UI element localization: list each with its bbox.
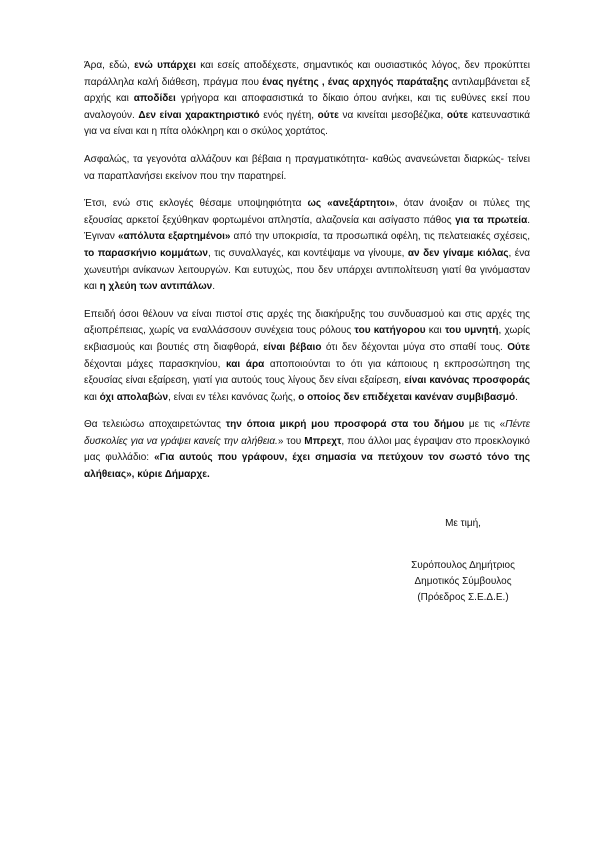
text-run: . xyxy=(515,391,518,403)
text-run: ενός ηγέτη, xyxy=(259,109,318,121)
signature-block xyxy=(388,516,538,606)
letter-body xyxy=(84,58,530,484)
bold-text-run: ο οποίος δεν επιδέχεται κανέναν συμβιβασμό xyxy=(298,391,516,403)
signature-greeting: Με τιμή, xyxy=(445,518,481,529)
signature-affiliation: (Πρόεδρος Σ.Ε.Δ.Ε.) xyxy=(417,592,509,603)
text-run: ότι δεν δέχονται μύγα στο σπαθί τους. xyxy=(321,341,508,353)
text-run: Άρα, εδώ, xyxy=(84,60,135,71)
text-run: Θα τελειώσω αποχαιρετώντας xyxy=(84,419,226,431)
bold-text-run: όχι απολαβών xyxy=(99,391,169,403)
bold-text-run: του κατήγορου xyxy=(354,325,426,337)
paragraph xyxy=(84,307,530,407)
bold-text-run: είναι βέβαιο xyxy=(263,341,322,353)
bold-text-run: Δεν είναι χαρακτηριστικό xyxy=(138,109,260,121)
text-run: από την υποκρισία, τα προσωπικά οφέλη, τις πελατειακές σχέσεις, xyxy=(230,231,530,243)
text-run: και xyxy=(425,325,445,337)
text-run: , ένα χωνευτήρι ανίκανων λειτουργών. Και ευτυχώς, που δεν υπάρχει αντιπολίτευση γιατί θα γινόμασταν και xyxy=(84,247,530,293)
text-run: και xyxy=(84,391,100,403)
paragraph xyxy=(84,417,530,483)
text-run: κατευναστικά για να είναι και η πίτα ολόκληρη και ο σκύλος χορτάτος. xyxy=(84,109,530,138)
text-run: και εσείς αποδέχεστε, σημαντικός και ουσιαστικός λόγος, δεν προκύπτει παράλληλα καλή διάθεση, πράγμα που xyxy=(84,60,530,88)
bold-text-run: ως «ανεξάρτητοι» xyxy=(307,198,395,210)
text-run: , τις συναλλαγές, και κοντέψαμε να γίνουμε, xyxy=(207,247,408,259)
bold-text-run: το παρασκήνιο κομμάτων xyxy=(84,247,208,259)
text-run: γρήγορα και αποφασιστικά το δίκαιο όπου ανήκει, και τις ευθύνες εκεί που αναλογούν. xyxy=(84,93,530,121)
text-run: » του xyxy=(277,435,305,447)
text-run: . xyxy=(212,281,216,293)
text-run: αντιλαμβάνεται εξ αρχής και xyxy=(84,76,530,105)
signature-role: Δημοτικός Σύμβουλος xyxy=(414,576,512,587)
bold-text-run: Μπρεχτ xyxy=(304,435,342,447)
bold-text-run: η χλεύη των αντιπάλων xyxy=(99,281,213,293)
text-run: δέχονται μάχες παρασκηνίου, xyxy=(84,358,227,370)
bold-text-run: «Για αυτούς που γράφουν, έχει σημασία να πετύχουν τον σωστό τόνο της αλήθειας», κύριε Δήμαρχε. xyxy=(84,452,530,481)
bold-text-run: του υμνητή xyxy=(444,325,499,337)
text-run: αποποιούνται το ότι για κάποιους η εκπροσώπηση της εξουσίας είναι εξαίρεση, γιατί για αυτούς τους λίγους δεν είναι εξαίρεση, xyxy=(84,358,530,387)
text-run: , χωρίς εκβιασμούς και βουτιές στη διαφθορά, xyxy=(84,325,531,353)
bold-text-run: ούτε xyxy=(317,109,339,121)
text-run: , όταν άνοιξαν οι πύλες της εξουσίας αρκετοί ξεχύθηκαν φορτωμένοι απληστία, αλαζονεία και ασίγαστο πάθος xyxy=(84,198,531,226)
bold-text-run: ενώ υπάρχει xyxy=(134,60,196,71)
bold-text-run: «απόλυτα εξαρτημένοι» xyxy=(117,231,231,243)
bold-text-run: ένας ηγέτης , ένας αρχηγός παράταξης xyxy=(262,76,449,88)
bold-text-run: είναι κανόνας προσφοράς xyxy=(404,375,530,387)
bold-text-run: ούτε xyxy=(446,109,469,121)
bold-text-run: και άρα xyxy=(226,358,265,370)
text-run: να κινείται μεσοβέζικα, xyxy=(338,109,447,121)
paragraph xyxy=(84,58,530,141)
text-run: . Έγιναν xyxy=(84,214,530,243)
paragraph xyxy=(84,196,530,296)
bold-text-run: Ούτε xyxy=(507,341,531,353)
bold-text-run: αποδίδει xyxy=(133,93,176,105)
text-run: Έτσι, ενώ στις εκλογές θέσαμε υποψηφιότητα xyxy=(84,198,308,210)
paragraph xyxy=(84,152,530,185)
bold-text-run: αν δεν γίναμε κιόλας xyxy=(407,247,509,259)
italic-text-run: Πέντε δυσκολίες για να γράψει κανείς την αλήθεια. xyxy=(84,419,531,447)
text-run: , είναι εν τέλει κανόνας ζωής, xyxy=(168,391,299,403)
text-run: , που άλλοι μας έγραψαν στο προεκλογικό μας φυλλάδιο: xyxy=(84,435,530,464)
bold-text-run: για τα πρωτεία xyxy=(455,214,528,226)
text-run: Επειδή όσοι θέλουν να είναι πιστοί στις αρχές της διακήρυξης του συνδυασμού και στις αρχές της αξιοπρέπειας, χωρίς να εναλλάσσουν συνέχεια τους ρόλους xyxy=(84,308,530,337)
text-run: Ασφαλώς, τα γεγονότα αλλάζουν και βέβαια η πραγματικότητα- καθώς ανανεώνεται διαρκώς- τείνει να παραπλανήσει εκείνον που την παρατηρεί. xyxy=(84,153,530,182)
signature-name: Συρόπουλος Δημήτριος xyxy=(411,560,515,571)
text-run: με τις « xyxy=(464,419,506,431)
bold-text-run: την όποια μικρή μου προσφορά στα του δήμου xyxy=(225,419,465,431)
